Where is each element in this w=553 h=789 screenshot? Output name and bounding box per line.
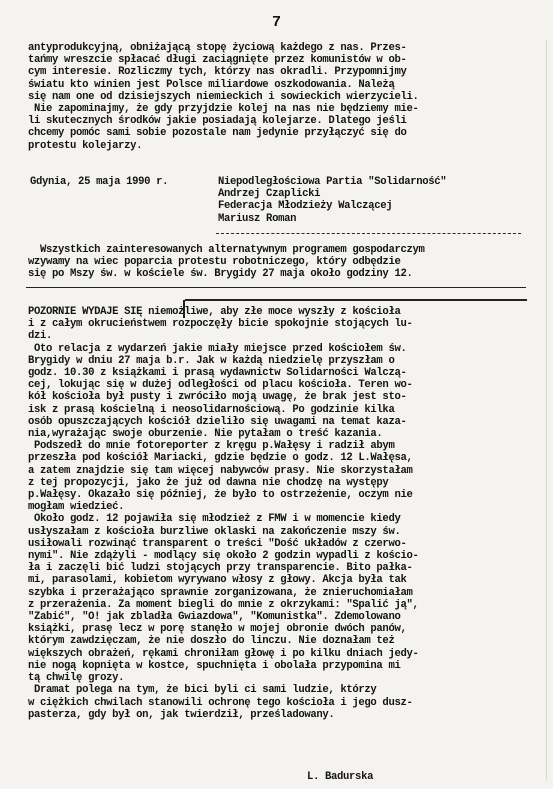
article-line: Podszedł do mnie fotoreporter z kręgu p.Wałęsy i radził abym <box>28 440 395 453</box>
article-line: usłyszałam z kościoła burzliwe oklaski na zakończenie mszy św. <box>28 525 401 538</box>
article-line: szybka i przerażająco sprawnie zorganizowana, że znieruchomiałam <box>28 586 413 599</box>
signatories-block <box>218 176 446 225</box>
text-line: światu kto winien jest Polsce miliardowe oszkodowania. Należą <box>28 78 395 91</box>
article-line: mi, parasolami, kobietom wyrywano włosy z głowy. Akcja była tak <box>28 574 407 587</box>
article-line: Około godz. 12 pojawiła się młodzież z FMW i w momencie kiedy <box>28 513 401 526</box>
article-line: ła i zaczęli bić ludzi stojących przy transparencie. Bito pałka- <box>28 562 413 575</box>
article-line: nie nogą kopnięta w kostce, spuchnięta i obolała przypomina mi <box>28 659 401 672</box>
signatory-line: Federacja Młodzieży Walczącej <box>218 200 393 213</box>
signatory-line: Mariusz Roman <box>218 212 297 225</box>
article-line: p.Wałęsy. Okazało się później, że było to ostrzeżenie, oczym nie <box>28 489 413 502</box>
page-number: 7 <box>271 14 281 31</box>
article-line: w ciężkich chwilach stanowili ochronę tego kościoła i jego dusz- <box>28 696 413 709</box>
rally-announcement <box>28 244 528 281</box>
signatory-line: Niepodległościowa Partia "Solidarność" <box>218 176 447 188</box>
date-line: Gdynia, 25 maja 1990 r. <box>30 176 169 188</box>
article-top-rule <box>185 299 527 301</box>
article-line: Oto relacja z wydarzeń jakie miały miejsce przed kościołem św. <box>28 342 407 355</box>
text-line: cym interesie. Rozliczmy tych, którzy nas okradli. Przypomnijmy <box>28 66 407 79</box>
article-line: a zatem znajdzie się tam więcej nabywców prasy. Nie skorzystałam <box>28 464 413 477</box>
article-line: POZORNIE WYDAJE SIĘ niemożliwe, aby złe moce wyszły z kościoła <box>28 306 401 318</box>
text-line: Wszystkich zainteresowanych alternatywnym programem gospodarczym <box>28 244 425 256</box>
article-line: z tej propozycji, jako że już od dawna nie chodzę na występy <box>28 476 389 489</box>
page-edge <box>546 40 547 780</box>
text-line: tańmy wreszcie spłacać długi zaciągnięte przez komunistów w ob- <box>28 54 407 67</box>
text-line: Nie zapominajmy, że gdy przyjdzie kolej na nas nie będziemy mie- <box>28 103 419 116</box>
text-line: się nam one od dzisiejszych niemieckich i sowieckich wierzycieli. <box>28 90 419 103</box>
article-line: tą chwilę grozy. <box>28 672 125 685</box>
article-line: "Zabić", "O! jak zbladła Gwiazdowa", "Komunistka". Zdemolowano <box>28 611 401 624</box>
article-body <box>28 306 528 721</box>
article-line: Brygidy w dniu 27 maja b.r. Jak w każdą niedzielę przyszłam o <box>28 354 395 367</box>
article-line: godz. 10.30 z książkami i prasą wydawnictw Solidarności Walczą- <box>28 367 407 380</box>
article-line: nia,wyrażając swoje oburzenie. Nie pytałam o treść kazania. <box>28 428 383 441</box>
article-line: isk z prasą kościelną i neosolidarnościową. Po godzinie kilka <box>28 403 395 416</box>
article-line: większych obrażeń, rękami chroniłam głowę i po kilku dniach jedy- <box>28 647 419 660</box>
article-line: cej, lokując się w dużej odległości od placu kościoła. Teren wo- <box>28 379 413 392</box>
article-line: przeszła pod kościół Mariacki, gdzie będzie o godz. 12 L.Wałęsa, <box>28 452 413 465</box>
article-line: z przerażenia. Za moment biegli do mnie z okrzykami: "Spalić ją", <box>28 598 419 611</box>
text-line: li skutecznych środków jakie posiadają kolejarze. Dlatego jeśli <box>28 115 407 128</box>
article-line: mogłam wiedzieć. <box>28 501 125 514</box>
closing-paragraph <box>28 42 528 152</box>
article-line: Dramat polega na tym, że bici byli ci sami ludzie, którzy <box>28 684 377 697</box>
section-divider <box>26 287 526 288</box>
article-line: dzi. <box>28 330 53 343</box>
article-line: kół kościoła był pusty i zwróciło moją uwagę, że brak jest sto- <box>28 391 407 404</box>
article-line: pasterza, gdy był on, jak twierdził, prześladowany. <box>28 708 335 721</box>
article-author: L. Badurska <box>307 771 374 783</box>
dashed-divider <box>216 233 521 234</box>
article-line: osób opuszczających kościół dzieliło się uwagami na temat kaza- <box>28 415 407 428</box>
article-line: książki, prasę lecz w porę stanęło w mojej obronie dwóch panów, <box>28 623 407 636</box>
text-line: protestu kolejarzy. <box>28 139 143 152</box>
text-line: chcemy pomóc sami sobie pozostale nam jedynie przyłączyć się do <box>28 127 407 140</box>
signatory-line: Andrzej Czaplicki <box>218 188 321 201</box>
article-line: usiłowali rozwinąć transparent o treści "Dość układów z czerwo- <box>28 537 407 550</box>
article-line: którym zawdzięczam, że nie doszło do linczu. Nie doznałam też <box>28 635 395 648</box>
text-line: się po Mszy św. w kościele św. Brygidy 27 maja około godziny 12. <box>28 268 413 281</box>
text-line: antyprodukcyjną, obniżającą stopę życiową każdego z nas. Przes- <box>28 42 407 54</box>
article-line: nymi". Nie zdążyli - modlący się około 2 godzin wypadli z kościo- <box>28 550 419 563</box>
text-line: wzywamy na wiec poparcia protestu robotniczego, który odbędzie <box>28 256 401 269</box>
article-line: i z całym okrucieństwem rozpoczęły bicie spokojnie stojących lu- <box>28 318 413 331</box>
